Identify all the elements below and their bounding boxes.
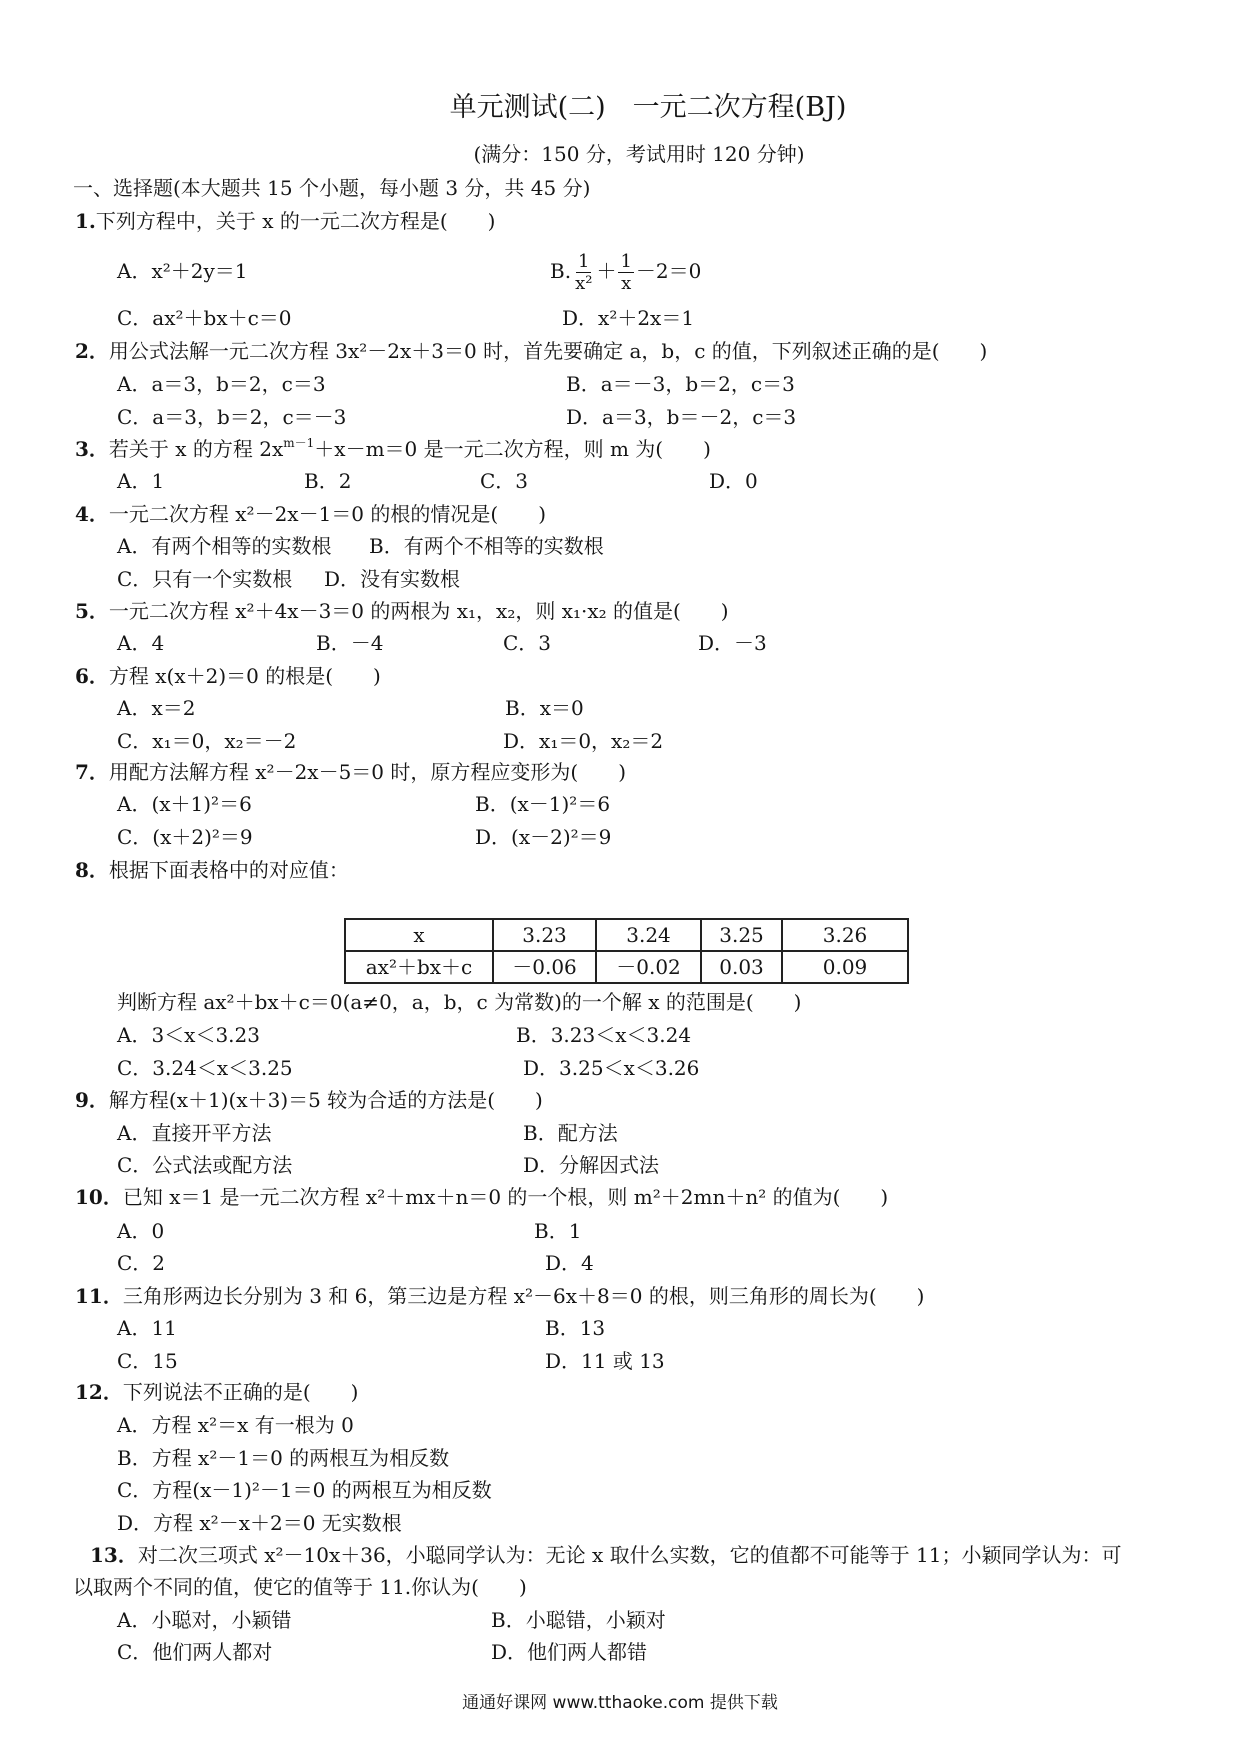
question-number: 4． — [75, 502, 109, 526]
option-a: A．a＝3，b＝2，c＝3 — [117, 372, 326, 396]
option-a: A．3＜x＜3.23 — [117, 1023, 260, 1047]
question-stem — [75, 207, 496, 235]
question-text: 方程 x(x＋2)＝0 的根是( ) — [108, 664, 381, 688]
question-text: 对二次三项式 x²－10x＋36，小聪同学认为：无论 x 取什么实数，它的值都不可能等于 11；小颖同学认为：可 — [137, 1543, 1122, 1567]
table-cell: 0.09 — [782, 951, 908, 983]
option-c: C．15 — [117, 1349, 178, 1373]
fraction-numerator: 1 — [578, 251, 590, 272]
table-row — [345, 919, 908, 951]
question-text: 一元二次方程 x²＋4x－3＝0 的两根为 x₁，x₂，则 x₁·x₂ 的值是( ) — [108, 599, 729, 623]
table-row — [345, 951, 908, 983]
question-number: 6． — [75, 664, 109, 688]
question-stem — [75, 1282, 924, 1310]
question-text: 一元二次方程 x²－2x－1＝0 的根的情况是( ) — [108, 502, 546, 526]
table-cell: －0.06 — [493, 951, 596, 983]
question-stem — [75, 758, 626, 786]
question-number: 1. — [75, 209, 96, 233]
page-subtitle: (满分：150 分，考试用时 120 分钟) — [473, 142, 805, 166]
table-cell: 3.25 — [701, 919, 782, 951]
question-stem — [75, 1086, 543, 1114]
question-number: 10． — [75, 1185, 123, 1209]
question-text: 用配方法解方程 x²－2x－5＝0 时，原方程应变形为( ) — [108, 760, 626, 784]
option-d: D．分解因式法 — [523, 1153, 660, 1177]
fraction — [618, 251, 633, 294]
question-stem — [75, 856, 349, 884]
table-cell: －0.02 — [596, 951, 701, 983]
expression-rest: －2＝0 — [635, 259, 702, 283]
option-a: A．直接开平方法 — [117, 1121, 272, 1145]
question-text: ＋x－m＝0 是一元二次方程，则 m 为( ) — [314, 437, 711, 461]
option-c: C．(x＋2)²＝9 — [117, 825, 253, 849]
option-a: A．0 — [117, 1219, 165, 1243]
option-b: B．小聪错，小颖对 — [491, 1608, 666, 1632]
option-d: D．没有实数根 — [324, 567, 461, 591]
option-c: C．只有一个实数根 — [117, 567, 293, 591]
page-title: 单元测试(二) 一元二次方程(BJ) — [449, 92, 847, 123]
option-d: D．11 或 13 — [545, 1349, 665, 1373]
question-number: 13． — [90, 1543, 138, 1567]
option-a: A．x＝2 — [117, 696, 196, 720]
option-b: B．x＝0 — [505, 696, 584, 720]
option-a: A．11 — [117, 1316, 177, 1340]
question-stem — [75, 337, 987, 365]
option-c: C．a＝3，b＝2，c＝－3 — [117, 405, 347, 429]
option-d: D．3.25＜x＜3.26 — [523, 1056, 700, 1080]
option-c: C．2 — [117, 1251, 166, 1275]
option-a: A．4 — [117, 631, 165, 655]
table-cell: 3.26 — [782, 919, 908, 951]
question-text-continued: 以取两个不同的值，使它的值等于 11.你认为( ) — [73, 1575, 527, 1599]
option-a: A．(x＋1)²＝6 — [117, 792, 252, 816]
table-cell: 3.24 — [596, 919, 701, 951]
option-b: B．－4 — [316, 631, 384, 655]
option-c: C．方程(x－1)²－1＝0 的两根互为相反数 — [117, 1478, 492, 1502]
question-stem — [75, 597, 729, 625]
option-b: B．1 — [534, 1219, 582, 1243]
option-b: B．a＝－3，b＝2，c＝3 — [566, 372, 795, 396]
question-text: 三角形两边长分别为 3 和 6，第三边是方程 x²－6x＋8＝0 的根，则三角形的周长为( ) — [122, 1284, 925, 1308]
question-stem — [75, 1183, 888, 1211]
page-footer: 通通好课网 www.tthaoke.com 提供下载 — [462, 1693, 778, 1713]
option-b: B．有两个不相等的实数根 — [369, 534, 604, 558]
table-cell: x — [345, 919, 493, 951]
fraction — [573, 251, 594, 294]
question-stem — [75, 500, 546, 528]
option-c: C．x₁＝0，x₂＝－2 — [117, 729, 297, 753]
question-stem — [90, 1541, 1121, 1569]
option-d: D．a＝3，b＝－2，c＝3 — [566, 405, 797, 429]
option-c: C．3.24＜x＜3.25 — [117, 1056, 293, 1080]
fraction-denominator: x — [621, 273, 632, 294]
option-d: D．x²＋2x＝1 — [562, 306, 695, 330]
value-table — [344, 918, 909, 984]
question-text: 解方程(x＋1)(x＋3)＝5 较为合适的方法是( ) — [108, 1088, 543, 1112]
option-d: D．－3 — [698, 631, 767, 655]
section-title: 一、选择题(本大题共 15 个小题，每小题 3 分，共 45 分) — [73, 176, 591, 200]
question-text: 已知 x＝1 是一元二次方程 x²＋mx＋n＝0 的一个根，则 m²＋2mn＋n² 的值为( ) — [122, 1185, 889, 1209]
option-a: A．方程 x²＝x 有一根为 0 — [117, 1413, 354, 1437]
table-cell: ax²＋bx＋c — [345, 951, 493, 983]
question-number: 3． — [75, 437, 109, 461]
option-b — [550, 247, 701, 295]
option-d: D．方程 x²－x＋2＝0 无实数根 — [117, 1511, 402, 1535]
option-c: C．公式法或配方法 — [117, 1153, 293, 1177]
option-b: B．2 — [304, 469, 352, 493]
question-text: 下列方程中，关于 x 的一元二次方程是( ) — [95, 209, 496, 233]
option-c: C．3 — [503, 631, 552, 655]
option-a: A．有两个相等的实数根 — [117, 534, 332, 558]
option-c: C．ax²＋bx＋c＝0 — [117, 306, 292, 330]
option-d: D．0 — [709, 469, 758, 493]
fraction-denominator: x² — [575, 273, 593, 294]
option-b: B．方程 x²－1＝0 的两根互为相反数 — [117, 1446, 450, 1470]
option-a: A．x²＋2y＝1 — [117, 259, 248, 283]
question-text: 下列说法不正确的是( ) — [122, 1380, 359, 1404]
question-text: 若关于 x 的方程 2x — [108, 437, 284, 461]
question-number: 12． — [75, 1380, 123, 1404]
option-b: B．(x－1)²＝6 — [475, 792, 611, 816]
exponent: m－1 — [283, 436, 315, 450]
question-number: 2． — [75, 339, 109, 363]
question-number: 7． — [75, 760, 109, 784]
fraction-numerator: 1 — [620, 251, 632, 272]
option-d: D．(x－2)²＝9 — [475, 825, 612, 849]
option-c: C．3 — [480, 469, 529, 493]
question-number: 5． — [75, 599, 109, 623]
option-b: B．13 — [545, 1316, 606, 1340]
option-d: D．x₁＝0，x₂＝2 — [503, 729, 664, 753]
question-text: 根据下面表格中的对应值： — [108, 858, 349, 882]
option-a: A．小聪对，小颖错 — [117, 1608, 292, 1632]
table-cell: 0.03 — [701, 951, 782, 983]
question-text: 用公式法解一元二次方程 3x²－2x＋3＝0 时，首先要确定 a，b，c 的值，下列叙述正确的是( ) — [108, 339, 988, 363]
question-text-continued: 判断方程 ax²＋bx＋c＝0(a≠0，a，b，c 为常数)的一个解 x 的范围是( ) — [117, 990, 802, 1014]
question-stem — [75, 435, 711, 463]
option-d: D．他们两人都错 — [491, 1640, 648, 1664]
option-label: B. — [550, 259, 572, 283]
question-stem — [75, 1378, 358, 1406]
question-number: 9． — [75, 1088, 109, 1112]
option-b: B．配方法 — [523, 1121, 618, 1145]
table-cell: 3.23 — [493, 919, 596, 951]
question-number: 8． — [75, 858, 109, 882]
option-b: B．3.23＜x＜3.24 — [516, 1023, 692, 1047]
option-c: C．他们两人都对 — [117, 1640, 273, 1664]
question-stem — [75, 662, 381, 690]
operator: ＋ — [596, 259, 617, 283]
option-a: A．1 — [117, 469, 165, 493]
question-number: 11． — [75, 1284, 123, 1308]
option-d: D．4 — [545, 1251, 594, 1275]
